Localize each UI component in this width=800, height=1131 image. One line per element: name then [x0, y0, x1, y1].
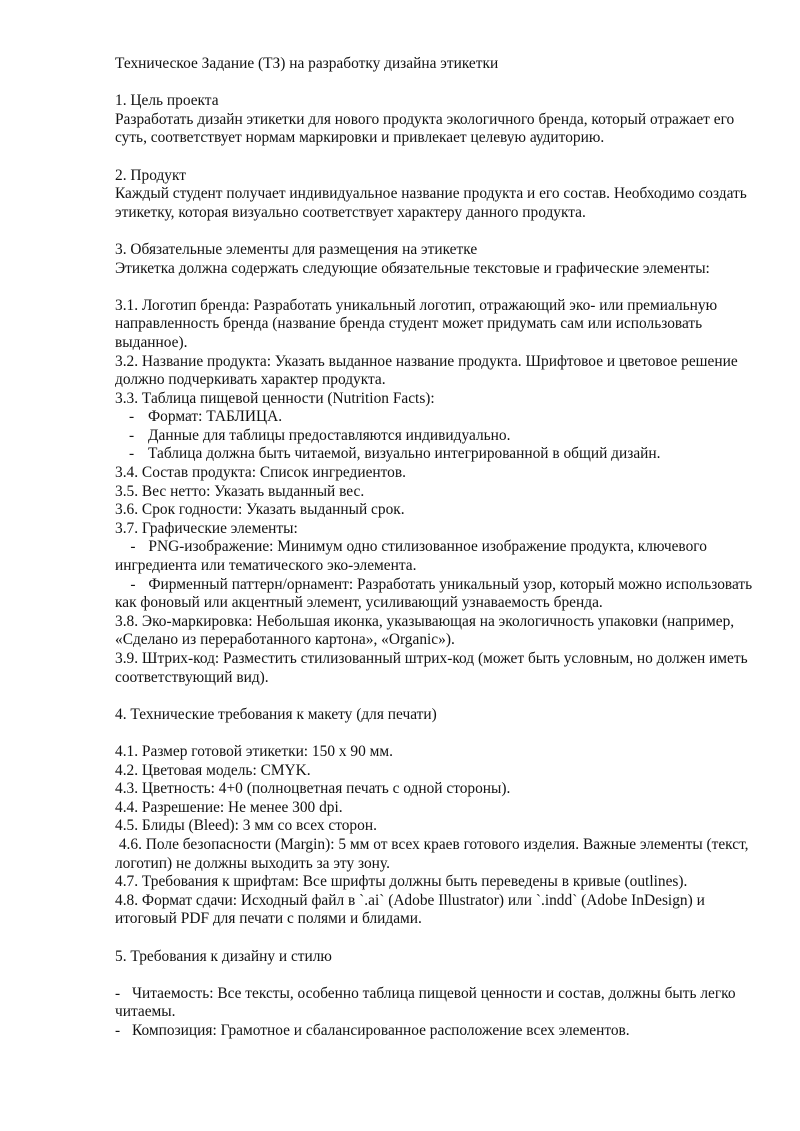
item-4-3: 4.3. Цветность: 4+0 (полноцветная печать с одной стороны).: [115, 780, 511, 798]
bullet-dash: -: [129, 445, 135, 463]
section3-heading: 3. Обязательные элементы для размещения на этикетке: [115, 240, 478, 258]
bullet-dash: -: [129, 408, 135, 426]
item-4-7: 4.7. Требования к шрифтам: Все шрифты должны быть переведены в кривые (outlines).: [115, 873, 688, 891]
item-3-4: 3.4. Состав продукта: Список ингредиентов.: [115, 464, 406, 482]
item-4-6: 4.6. Поле безопасности (Margin): 5 мм от всех краев готового изделия. Важные элементы (текст, логотип) не должны выходить за эту зону.: [115, 835, 753, 872]
item-4-8: 4.8. Формат сдачи: Исходный файл в `.ai` (Adobe Illustrator) или `.indd` (Adobe InDesign) и итоговый PDF для печати с полями и блидами.: [115, 891, 705, 928]
bullet-dash: -: [115, 1021, 121, 1039]
document-title: Техническое Задание (ТЗ) на разработку дизайна этикетки: [115, 55, 499, 72]
section2-heading: 2. Продукт: [115, 166, 186, 184]
section4-heading: 4. Технические требования к макету (для печати): [115, 705, 437, 723]
list-item: - PNG-изображение: Минимум одно стилизованное изображение продукта, ключевого ингредиента или тематического эко-элемента.: [115, 538, 707, 575]
item-3-7: 3.7. Графические элементы:: [115, 519, 298, 537]
item-4-2: 4.2. Цветовая модель: CMYK.: [115, 761, 311, 779]
section1-text: Разработать дизайн этикетки для нового продукта экологичного бренда, который отражает его суть, соответствует нормам маркировки и привлекает целевую аудиторию.: [115, 110, 735, 147]
list-item: - Читаемость: Все тексты, особенно таблица пищевой ценности и состав, должны быть легко читаемы.: [115, 984, 736, 1021]
item-4-1: 4.1. Размер готовой этикетки: 150 x 90 мм.: [115, 742, 393, 760]
item-3-9: 3.9. Штрих-код: Разместить стилизованный штрих-код (может быть условным, но должен иметь соответствующий вид).: [115, 650, 748, 686]
list-item: - Формат: ТАБЛИЦА.: [129, 408, 283, 426]
section3-intro: Этикетка должна содержать следующие обязательные текстовые и графические элементы:: [115, 259, 710, 277]
item-4-4: 4.4. Разрешение: Не менее 300 dpi.: [115, 798, 343, 816]
section5-heading: 5. Требования к дизайну и стилю: [115, 947, 332, 965]
list-item: - Фирменный паттерн/орнамент: Разработать уникальный узор, который можно использовать как фоновый или акцентный элемент, усиливающий узнаваемость бренда.: [115, 575, 753, 612]
item-3-8: 3.8. Эко-маркировка: Небольшая иконка, указывающая на экологичность упаковки (например, «Сделано из переработанного картона», «Organic»).: [115, 612, 735, 649]
list-item: - Данные для таблицы предоставляются индивидуально.: [129, 426, 511, 444]
item-3-1: 3.1. Логотип бренда: Разработать уникальный логотип, отражающий эко- или премиальную направленность бренда (название бренда студент может придумать сам или использовать выданное).: [115, 296, 718, 351]
section1-heading: 1. Цель проекта: [115, 92, 219, 110]
item-3-2: 3.2. Название продукта: Указать выданное название продукта. Шрифтовое и цветовое решение должно подчеркивать характер продукта.: [115, 352, 738, 389]
bullet-dash: -: [130, 538, 136, 556]
bullet-dash: -: [115, 984, 121, 1002]
item-3-6: 3.6. Срок годности: Указать выданный срок.: [115, 501, 405, 519]
section2-text: Каждый студент получает индивидуальное название продукта и его состав. Необходимо создать этикетку, которая визуально соответствует характеру данного продукта.: [115, 185, 747, 221]
bullet-dash: -: [130, 575, 136, 593]
list-item: - Таблица должна быть читаемой, визуально интегрированной в общий дизайн.: [129, 445, 661, 463]
bullet-dash: -: [129, 426, 135, 444]
item-3-5: 3.5. Вес нетто: Указать выданный вес.: [115, 482, 365, 500]
item-4-5: 4.5. Блиды (Bleed): 3 мм со всех сторон.: [115, 817, 377, 835]
list-item: - Композиция: Грамотное и сбалансированное расположение всех элементов.: [115, 1021, 630, 1039]
item-3-3: 3.3. Таблица пищевой ценности (Nutrition Facts):: [115, 389, 435, 407]
